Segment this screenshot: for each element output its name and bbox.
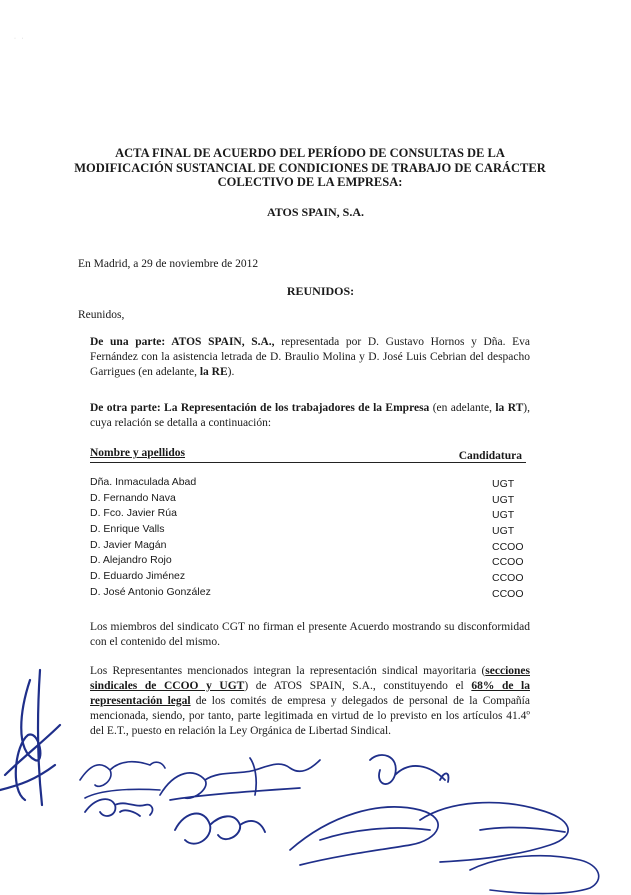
representantes-secciones: secciones sindicales de CCOO y UGT	[90, 665, 530, 692]
parte-trabajadores-abbr: la RT	[495, 402, 524, 414]
signature-valls	[80, 762, 165, 798]
member-name: D. Eduardo Jiménez	[90, 570, 186, 583]
member-candidatura: UGT	[492, 493, 515, 506]
title-line-1: ACTA FINAL DE ACUERDO DEL PERÍODO DE CONSULTAS DE LA	[115, 146, 505, 160]
signature-rojo	[290, 807, 438, 865]
signature-nava	[85, 799, 152, 816]
document-title	[60, 146, 560, 190]
member-candidatura: UGT	[492, 525, 515, 538]
reunidos-text: Reunidos,	[78, 309, 125, 321]
header-candidatura: Candidatura	[458, 450, 522, 462]
parte-trabajadores-paragraph	[90, 401, 530, 431]
member-candidatura: CCOO	[492, 540, 524, 553]
members-table	[90, 476, 532, 602]
company-name: ATOS SPAIN, S.A.	[266, 205, 365, 219]
table-row	[90, 570, 532, 586]
member-name: D. Enrique Valls	[90, 523, 165, 536]
member-candidatura: CCOO	[492, 556, 524, 569]
member-name: D. José Antonio González	[90, 585, 211, 598]
table-row	[90, 476, 532, 492]
table-row	[90, 539, 532, 555]
parte-trabajadores-text2: ), cuya relación se detalla a continuación:	[90, 402, 530, 429]
parte-trabajadores-text1: (en adelante,	[429, 402, 496, 414]
cgt-note: Los miembros del sindicato CGT no firman el presente Acuerdo mostrando su disconformidad con el contenido del mismo.	[90, 621, 530, 648]
title-line-2: MODIFICACIÓN SUSTANCIAL DE CONDICIONES DE TRABAJO DE CARÁCTER	[74, 160, 546, 175]
parte-empresa-label: De una parte: ATOS SPAIN, S.A.,	[90, 336, 275, 348]
signature-margin	[0, 670, 60, 805]
table-row	[90, 554, 532, 570]
member-candidatura: UGT	[492, 509, 515, 522]
signature-jimenez	[420, 803, 568, 862]
table-row	[90, 523, 532, 539]
parte-trabajadores-label: De otra parte: La Representación de los trabajadores de la Empresa	[90, 402, 430, 414]
representantes-text-1: Los Representantes mencionados integran la representación sindical mayoritaria (	[90, 665, 486, 677]
date-line: En Madrid, a 29 de noviembre de 2012	[78, 258, 259, 270]
header-name: Nombre y apellidos	[90, 447, 185, 459]
parte-empresa-abbr: la RE	[199, 366, 228, 378]
representantes-porcentaje: 68% de la representación legal	[90, 680, 530, 707]
member-name: D. Fco. Javier Rúa	[90, 507, 177, 520]
parte-empresa-end: ).	[227, 366, 235, 378]
table-row	[90, 586, 532, 602]
representantes-text-3: de los comités de empresa y delegados de personal de la Compañía mencionada, siendo, por tanto, parte legitimada en virtud de lo previsto en los artículos 41.4º del E.T., puesto en relación la Ley Orgánica de Libertad Sindical.	[90, 695, 530, 737]
signature-rua	[175, 814, 265, 844]
member-name: Dña. Inmaculada Abad	[90, 476, 197, 488]
member-candidatura: CCOO	[492, 587, 524, 600]
member-name: D. Fernando Nava	[90, 491, 176, 504]
member-candidatura: CCOO	[492, 572, 524, 585]
table-row	[90, 492, 532, 508]
representantes-text-2: ) de ATOS SPAIN, S.A., constituyendo el	[244, 680, 472, 692]
member-name: D. Javier Magán	[90, 538, 167, 551]
members-table-header	[90, 446, 526, 463]
parte-empresa-paragraph	[90, 335, 530, 380]
signature-abad	[160, 758, 320, 800]
scan-artifact: · ·	[14, 36, 26, 42]
parte-empresa-text: representada por D. Gustavo Hornos y Dña. Eva Fernández con la asistencia letrada de D. Braulio Molina y D. José Luis Cebrian del despacho Garrigues (en adelante,	[90, 336, 531, 378]
signature-gonzalez	[470, 856, 599, 894]
member-name: D. Alejandro Rojo	[90, 554, 172, 567]
member-candidatura: UGT	[492, 478, 515, 490]
signature-magan	[370, 755, 448, 784]
signatures-area	[0, 640, 631, 895]
table-row	[90, 507, 532, 523]
title-line-3: COLECTIVO DE LA EMPRESA:	[217, 175, 403, 189]
reunidos-heading: REUNIDOS:	[286, 284, 355, 298]
